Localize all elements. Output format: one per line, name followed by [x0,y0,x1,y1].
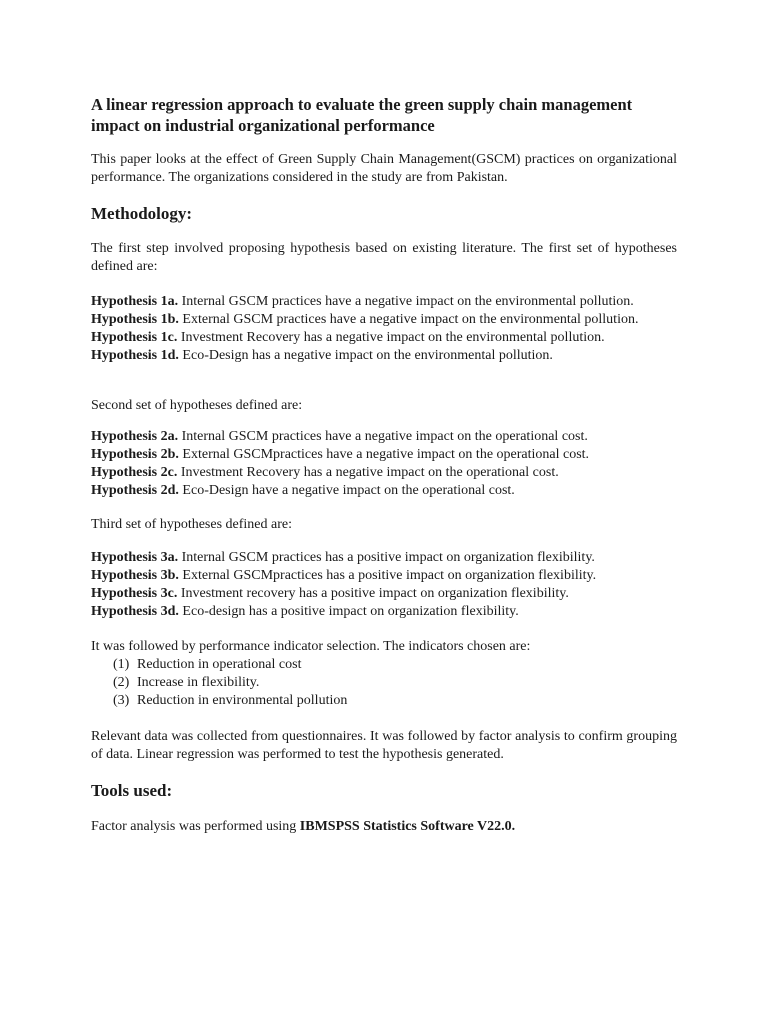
hypotheses-set-1 [91,293,677,365]
hypothesis-text: Investment Recovery has a negative impact on the operational cost. [177,465,559,480]
hypotheses-set-2 [91,428,677,500]
hypothesis-1b [91,311,677,329]
hypothesis-1d [91,347,677,365]
tools-heading: Tools used: [91,781,173,800]
list-item [91,656,677,674]
tools-text: Factor analysis was performed using [91,819,300,834]
hypothesis-label: Hypothesis 2c. [91,465,178,480]
hypothesis-label: Hypothesis 2a. [91,429,179,444]
hypothesis-text: Internal GSCM practices has a positive impact on organization flexibility. [178,550,595,565]
hypotheses-set-3 [91,549,677,621]
hypothesis-1c [91,329,677,347]
list-text: Reduction in environmental pollution [137,693,348,708]
methodology-heading: Methodology: [91,204,193,223]
list-number: (3) [113,693,130,708]
software-name: IBMSPSS Statistics Software V22.0. [299,819,516,834]
hypothesis-label: Hypothesis 3a. [91,550,179,565]
tools-paragraph [91,818,677,836]
hypothesis-label: Hypothesis 1b. [91,312,179,327]
hypothesis-text: External GSCMpractices has a positive impact on organization flexibility. [178,568,597,583]
hypothesis-text: Internal GSCM practices have a negative impact on the operational cost. [178,429,588,444]
set2-intro: Second set of hypotheses defined are: [91,398,303,413]
hypothesis-label: Hypothesis 1c. [91,330,178,345]
list-text: Reduction in operational cost [137,657,302,672]
hypothesis-2b [91,446,677,464]
hypothesis-2c [91,464,677,482]
hypothesis-label: Hypothesis 1d. [91,348,179,363]
indicators-list [91,656,677,710]
indicators-intro: It was followed by performance indicator selection. The indicators chosen are: [91,639,531,654]
intro-paragraph: This paper looks at the effect of Green Supply Chain Management(GSCM) practices on organizational performance. The organizations considered in the study are from Pakistan. [91,152,677,185]
hypothesis-3d [91,603,677,621]
hypothesis-text: Investment recovery has a positive impact on organization flexibility. [177,586,569,601]
list-number: (1) [113,657,130,672]
hypothesis-text: Internal GSCM practices have a negative impact on the environmental pollution. [178,294,634,309]
hypothesis-text: Eco-Design has a negative impact on the environmental pollution. [178,348,553,363]
hypothesis-text: External GSCM practices have a negative impact on the environmental pollution. [178,312,639,327]
methodology-intro: The first step involved proposing hypothesis based on existing literature. The first set of hypotheses defined are: [91,241,677,274]
hypothesis-2a [91,428,677,446]
hypothesis-text: Eco-Design have a negative impact on the operational cost. [178,483,515,498]
hypothesis-text: Eco-design has a positive impact on organization flexibility. [178,604,519,619]
hypothesis-1a [91,293,677,311]
hypothesis-3b [91,567,677,585]
document-title: A linear regression approach to evaluate the green supply chain management impact on industrial organizational performance [91,95,633,135]
hypothesis-3a [91,549,677,567]
list-number: (2) [113,675,130,690]
hypothesis-label: Hypothesis 3c. [91,586,178,601]
hypothesis-text: External GSCMpractices have a negative impact on the operational cost. [178,447,590,462]
list-item [91,674,677,692]
hypothesis-text: Investment Recovery has a negative impact on the environmental pollution. [177,330,605,345]
hypothesis-label: Hypothesis 1a. [91,294,179,309]
list-item [91,692,677,710]
data-collection-paragraph: Relevant data was collected from questionnaires. It was followed by factor analysis to confirm grouping of data. Linear regression was performed to test the hypothesis generated. [91,729,677,762]
hypothesis-label: Hypothesis 2b. [91,447,179,462]
hypothesis-3c [91,585,677,603]
hypothesis-label: Hypothesis 3d. [91,604,179,619]
set3-intro: Third set of hypotheses defined are: [91,517,292,532]
hypothesis-label: Hypothesis 2d. [91,483,179,498]
hypothesis-label: Hypothesis 3b. [91,568,179,583]
hypothesis-2d [91,482,677,500]
list-text: Increase in flexibility. [137,675,260,690]
